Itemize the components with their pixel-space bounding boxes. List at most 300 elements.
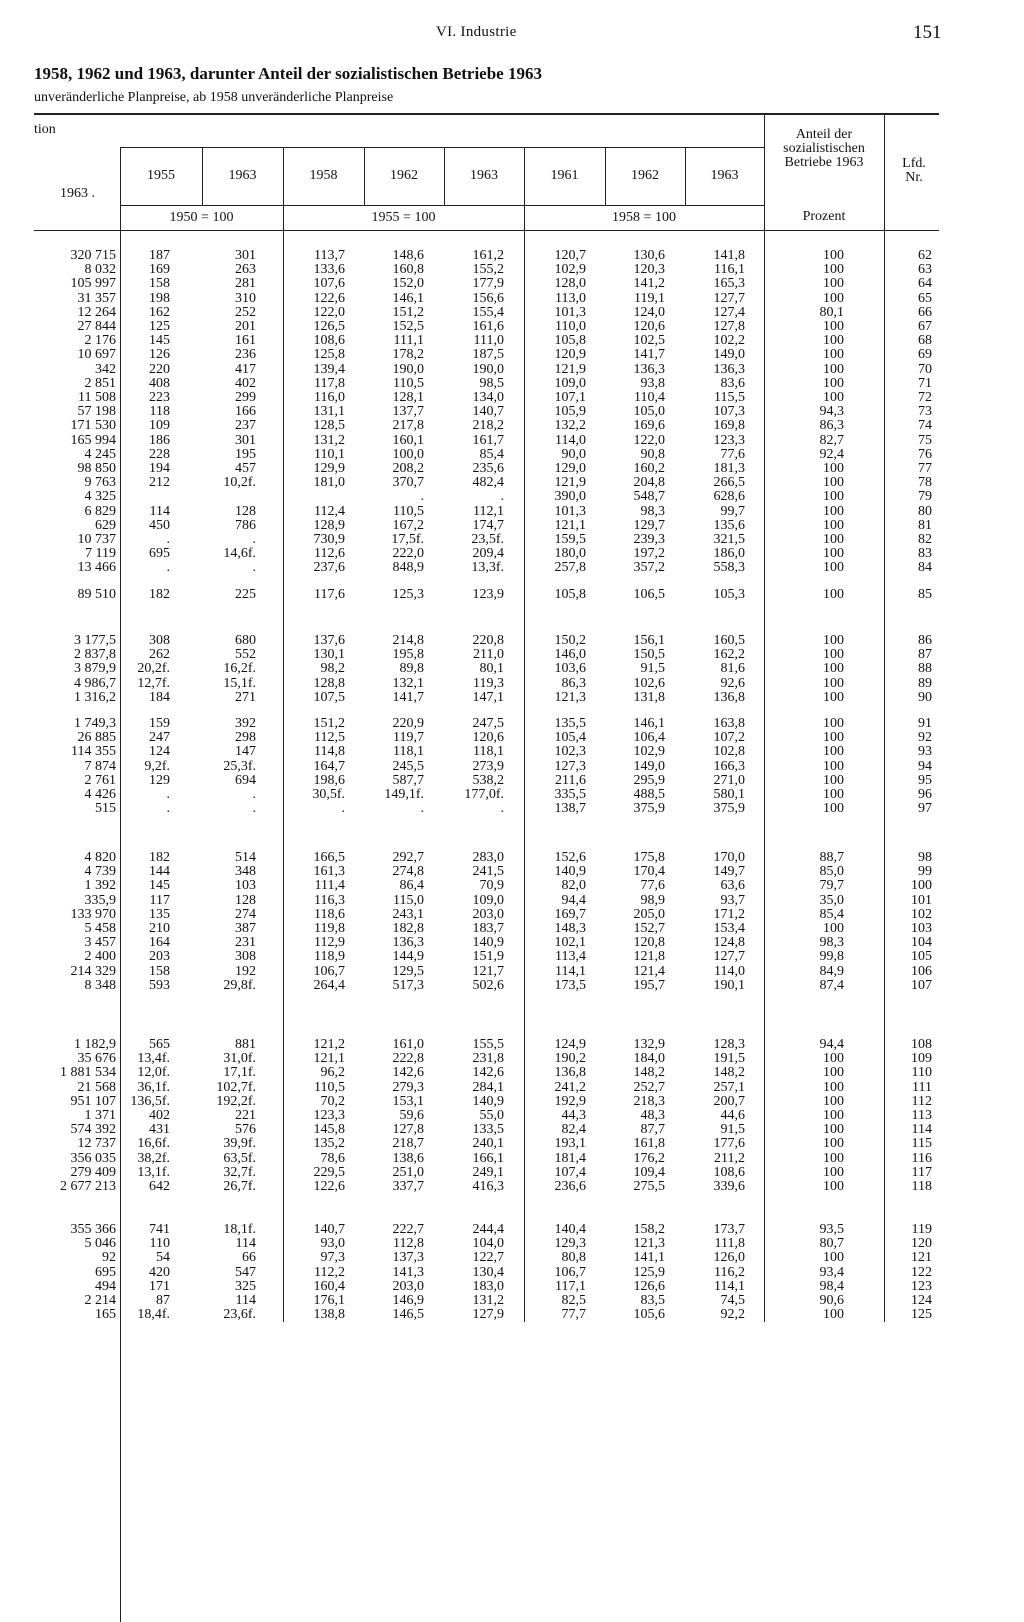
- idx-1962a: 136,3: [392, 935, 424, 951]
- lfd-nr: 105: [911, 949, 932, 965]
- idx-1963a: 786: [235, 517, 256, 533]
- idx-1962b: 141,7: [633, 347, 665, 363]
- idx-1962b: 169,6: [633, 418, 665, 434]
- idx-1963a: 392: [235, 716, 256, 731]
- lfd-nr: 87: [918, 647, 932, 663]
- idx-1958: 138,8: [313, 1307, 345, 1323]
- idx-1961: 190,2: [554, 1051, 586, 1067]
- table-subtitle: unveränderliche Planpreise, ab 1958 unveränderliche Planpreise: [34, 90, 394, 105]
- value-1963: 171 530: [70, 418, 116, 434]
- value-1963: 11 508: [78, 390, 116, 405]
- idx-1961: 82,0: [561, 878, 586, 894]
- idx-1958: 30,5f.: [312, 787, 345, 802]
- idx-1955: 194: [149, 461, 170, 476]
- idx-1962b: 252,7: [633, 1079, 665, 1095]
- idx-1963a: 301: [235, 248, 256, 263]
- idx-1962b: 141,2: [633, 276, 665, 292]
- idx-1961: 124,9: [554, 1037, 586, 1052]
- anteil-prozent: 100: [823, 633, 844, 648]
- anteil-prozent: 100: [823, 647, 844, 663]
- idx-1955: 126: [149, 347, 170, 363]
- idx-1958: 145,8: [313, 1122, 345, 1138]
- anteil-prozent: 100: [823, 772, 844, 788]
- idx-1962b: 48,3: [640, 1108, 665, 1123]
- idx-1958: 106,7: [313, 963, 345, 979]
- anteil-prozent: 100: [823, 517, 844, 533]
- idx-1963c: 135,6: [713, 517, 745, 533]
- idx-1962a: 337,7: [392, 1179, 424, 1194]
- idx-1962b: 131,8: [633, 689, 665, 705]
- idx-1961: 152,6: [554, 850, 586, 865]
- idx-1963c: 177,6: [713, 1136, 745, 1152]
- idx-1963a: 201: [235, 319, 256, 334]
- anteil-prozent: 93,5: [819, 1222, 844, 1237]
- anteil-prozent: 92,4: [819, 446, 844, 462]
- value-1963: 2 837,8: [74, 647, 116, 663]
- idx-1961: 181,4: [554, 1150, 586, 1166]
- idx-1963b: 23,5f.: [471, 532, 504, 547]
- value-1963: 12 264: [77, 304, 116, 320]
- idx-1962b: 218,3: [633, 1093, 665, 1109]
- idx-1963b: 249,1: [472, 1164, 504, 1180]
- idx-1963c: 44,6: [720, 1108, 745, 1123]
- lfd-nr: 69: [918, 347, 932, 363]
- value-1963: 695: [95, 1264, 116, 1280]
- idx-1961: 90,0: [561, 446, 586, 462]
- idx-1962a: 148,6: [392, 248, 424, 263]
- idx-1958: 107,6: [313, 276, 345, 292]
- idx-1961: 129,3: [554, 1236, 586, 1252]
- idx-1963b: 183,0: [472, 1278, 504, 1294]
- idx-1961: 107,4: [554, 1164, 586, 1180]
- idx-1963b: 235,6: [472, 461, 504, 476]
- idx-1955: 129: [149, 772, 170, 788]
- idx-1958: 135,2: [313, 1136, 345, 1152]
- idx-1958: 97,3: [320, 1250, 345, 1266]
- idx-1958: 181,0: [313, 475, 345, 491]
- idx-1955: 212: [149, 475, 170, 491]
- anteil-prozent: 100: [823, 375, 844, 391]
- idx-1963c: 166,3: [713, 758, 745, 774]
- idx-1961: 180,0: [554, 546, 586, 562]
- idx-1962a: 138,6: [392, 1150, 424, 1166]
- idx-1958: 108,6: [313, 333, 345, 349]
- idx-1963c: 105,3: [713, 587, 745, 602]
- idx-1963c: 127,8: [713, 319, 745, 334]
- anteil-prozent: 100: [823, 1079, 844, 1095]
- anteil-prozent: 100: [823, 390, 844, 405]
- idx-1963a: 271: [235, 689, 256, 705]
- header-base-1955: 1955 = 100: [371, 210, 436, 225]
- idx-1958: 160,4: [313, 1278, 345, 1294]
- idx-1963b: 190,0: [472, 361, 504, 377]
- idx-1963a: 128: [235, 892, 256, 908]
- idx-1963b: 482,4: [472, 475, 504, 491]
- idx-1963b: 502,6: [472, 977, 504, 993]
- header-year: 1958: [309, 168, 338, 183]
- value-1963: 9 763: [84, 475, 116, 491]
- lfd-nr: 98: [918, 850, 932, 865]
- idx-1961: 173,5: [554, 977, 586, 993]
- idx-1963b: 140,7: [472, 404, 504, 420]
- value-1963: 1 392: [84, 878, 116, 894]
- idx-1958: 112,6: [314, 546, 345, 562]
- anteil-prozent: 100: [823, 1108, 844, 1123]
- value-1963: 342: [95, 361, 116, 377]
- value-1963: 26 885: [77, 730, 116, 746]
- idx-1963b: 284,1: [472, 1079, 504, 1095]
- idx-1963a: 387: [235, 921, 256, 936]
- idx-1961: 121,3: [554, 689, 586, 705]
- idx-1963c: 266,5: [713, 475, 745, 491]
- idx-1961: 113,4: [555, 949, 586, 965]
- idx-1958: 128,8: [313, 675, 345, 691]
- idx-1962a: 182,8: [392, 921, 424, 936]
- idx-1961: 390,0: [554, 489, 586, 505]
- idx-1961: 121,9: [554, 475, 586, 491]
- idx-1958: 122,6: [313, 290, 345, 306]
- idx-1962b: 295,9: [633, 772, 665, 788]
- idx-1963b: 174,7: [472, 517, 504, 533]
- value-1963: 335,9: [84, 892, 116, 908]
- idx-1955: 159: [149, 716, 170, 731]
- idx-1958: 93,0: [320, 1236, 345, 1252]
- idx-1955: 565: [149, 1037, 170, 1052]
- lfd-nr: 102: [911, 906, 932, 922]
- idx-1962b: 91,5: [640, 661, 665, 677]
- lfd-nr: 75: [918, 432, 932, 448]
- idx-1958: 128,9: [313, 517, 345, 533]
- value-1963: 2 761: [84, 772, 116, 788]
- idx-1963a: 231: [235, 935, 256, 951]
- idx-1961: 82,4: [561, 1122, 586, 1138]
- idx-1958: 110,5: [314, 1079, 345, 1095]
- value-1963: 3 879,9: [74, 661, 116, 677]
- idx-1962a: 119,7: [393, 730, 424, 746]
- idx-1958: 113,7: [314, 248, 345, 263]
- header-year: 1961: [550, 168, 579, 183]
- anteil-prozent: 100: [823, 290, 844, 306]
- idx-1961: 138,7: [554, 801, 586, 817]
- value-1963: 6 829: [84, 503, 116, 519]
- idx-1963c: 191,5: [713, 1051, 745, 1067]
- idx-1963a: 225: [235, 587, 256, 602]
- idx-1962b: 90,8: [640, 446, 665, 462]
- idx-1963b: 123,9: [472, 587, 504, 602]
- lfd-nr: 123: [911, 1278, 932, 1294]
- idx-1962b: 275,5: [633, 1179, 665, 1194]
- idx-1963c: 190,1: [713, 977, 745, 993]
- idx-1963b: 273,9: [472, 758, 504, 774]
- header-lfd-nr: Lfd. Nr.: [902, 156, 926, 185]
- lfd-nr: 80: [918, 503, 932, 519]
- idx-1958: 140,7: [313, 1222, 345, 1237]
- idx-1958: 116,3: [314, 892, 345, 908]
- idx-1962b: 98,9: [640, 892, 665, 908]
- value-1963: 515: [95, 801, 116, 817]
- idx-1955: 118: [149, 404, 170, 420]
- lfd-nr: 78: [918, 475, 932, 491]
- idx-1963c: 127,7: [713, 949, 745, 965]
- idx-1955: 203: [149, 949, 170, 965]
- idx-1962a: 218,7: [392, 1136, 424, 1152]
- idx-1962a: 17,5f.: [391, 532, 424, 547]
- idx-1963a: 281: [235, 276, 256, 292]
- idx-1963b: 104,0: [472, 1236, 504, 1252]
- value-1963: 21 568: [77, 1079, 116, 1095]
- idx-1958: 123,3: [313, 1108, 345, 1123]
- idx-1963c: 136,3: [713, 361, 745, 377]
- idx-1962b: 130,6: [633, 248, 665, 263]
- idx-1958: 119,8: [314, 921, 345, 936]
- value-1963: 1 316,2: [74, 689, 116, 705]
- idx-1963c: 128,3: [713, 1037, 745, 1052]
- idx-1963b: 231,8: [472, 1051, 504, 1067]
- anteil-prozent: 79,7: [819, 878, 844, 894]
- idx-1963a: .: [252, 801, 256, 817]
- idx-1955: 109: [149, 418, 170, 434]
- lfd-nr: 65: [918, 290, 932, 306]
- anteil-prozent: 100: [823, 361, 844, 377]
- header-prozent: Prozent: [802, 209, 846, 224]
- idx-1963a: 417: [235, 361, 256, 377]
- lfd-nr: 94: [918, 758, 932, 774]
- idx-1955: 262: [149, 647, 170, 663]
- value-1963: 10 737: [77, 532, 116, 547]
- anteil-prozent: 98,3: [819, 935, 844, 951]
- anteil-prozent: 100: [823, 1093, 844, 1109]
- idx-1962a: 178,2: [392, 347, 424, 363]
- idx-1955: 450: [149, 517, 170, 533]
- lfd-nr: 97: [918, 801, 932, 817]
- idx-1963a: 103: [235, 878, 256, 894]
- idx-1963c: 92,2: [720, 1307, 745, 1323]
- idx-1955: .: [166, 560, 170, 576]
- idx-1962a: 848,9: [392, 560, 424, 576]
- idx-1958: 131,1: [313, 404, 345, 420]
- value-1963: 89 510: [77, 587, 116, 602]
- idx-1963a: 128: [235, 503, 256, 519]
- idx-1963c: 271,0: [713, 772, 745, 788]
- idx-1958: 164,7: [313, 758, 345, 774]
- idx-1963a: 457: [235, 461, 256, 476]
- value-1963: 1 182,9: [74, 1037, 116, 1052]
- anteil-prozent: 100: [823, 921, 844, 936]
- value-1963: 165: [95, 1307, 116, 1323]
- idx-1963c: 111,8: [714, 1236, 745, 1252]
- idx-1955: 182: [149, 587, 170, 602]
- lfd-nr: 84: [918, 560, 932, 576]
- header-year: 1962: [390, 168, 418, 183]
- idx-1962a: 149,1f.: [384, 787, 424, 802]
- idx-1955: 110: [149, 1236, 170, 1252]
- idx-1961: 127,3: [554, 758, 586, 774]
- idx-1955: 402: [149, 1108, 170, 1123]
- idx-1962b: 357,2: [633, 560, 665, 576]
- anteil-prozent: 84,9: [819, 963, 844, 979]
- header-base-1950: 1950 = 100: [169, 210, 234, 225]
- idx-1963b: 187,5: [472, 347, 504, 363]
- idx-1961: 169,7: [554, 906, 586, 922]
- idx-1963a: 308: [235, 949, 256, 965]
- header-rule-years: [120, 147, 764, 148]
- idx-1962a: 128,1: [392, 390, 424, 405]
- idx-1961: 109,0: [554, 375, 586, 391]
- idx-1963b: 161,7: [472, 432, 504, 448]
- idx-1963a: 25,3f.: [223, 758, 256, 774]
- value-1963: 1 749,3: [74, 716, 116, 731]
- idx-1955: 136,5f.: [130, 1093, 170, 1109]
- idx-1963a: 263: [235, 262, 256, 278]
- lfd-nr: 76: [918, 446, 932, 462]
- value-1963: 4 245: [84, 446, 116, 462]
- idx-1962b: 204,8: [633, 475, 665, 491]
- value-1963: 4 426: [84, 787, 116, 802]
- idx-1963a: 26,7f.: [223, 1179, 256, 1194]
- idx-1961: 121,1: [554, 517, 586, 533]
- idx-1955: 420: [149, 1264, 170, 1280]
- anteil-prozent: 94,4: [819, 1037, 844, 1052]
- idx-1963c: 83,6: [720, 375, 745, 391]
- idx-1962a: 129,5: [392, 963, 424, 979]
- idx-1963c: 114,1: [714, 1278, 745, 1294]
- idx-1958: 198,6: [313, 772, 345, 788]
- idx-1963c: 141,8: [713, 248, 745, 263]
- idx-1962b: 136,3: [633, 361, 665, 377]
- idx-1961: 132,2: [554, 418, 586, 434]
- idx-1961: 105,9: [554, 404, 586, 420]
- idx-1955: 164: [149, 935, 170, 951]
- idx-1963c: 170,0: [713, 850, 745, 865]
- lfd-nr: 77: [918, 461, 932, 476]
- idx-1963a: 252: [235, 304, 256, 320]
- lfd-nr: 119: [911, 1222, 932, 1237]
- idx-1962b: 158,2: [633, 1222, 665, 1237]
- idx-1961: 77,7: [561, 1307, 586, 1323]
- lfd-nr: 74: [918, 418, 932, 434]
- running-head: [0, 24, 1024, 46]
- idx-1962b: 124,0: [633, 304, 665, 320]
- idx-1962b: 105,0: [633, 404, 665, 420]
- idx-1963b: 109,0: [472, 892, 504, 908]
- idx-1958: 129,9: [313, 461, 345, 476]
- idx-1963c: 102,8: [713, 744, 745, 760]
- idx-1955: 210: [149, 921, 170, 936]
- idx-1958: .: [341, 801, 345, 817]
- idx-1961: 103,6: [554, 661, 586, 677]
- idx-1961: 121,9: [554, 361, 586, 377]
- idx-1962b: 548,7: [633, 489, 665, 505]
- idx-1963a: 114: [235, 1236, 256, 1252]
- idx-1962a: 152,0: [392, 276, 424, 292]
- idx-1962a: 222,8: [392, 1051, 424, 1067]
- lfd-nr: 73: [918, 404, 932, 420]
- idx-1963c: 375,9: [713, 801, 745, 817]
- idx-1963c: 107,3: [713, 404, 745, 420]
- idx-1955: 431: [149, 1122, 170, 1138]
- idx-1963a: 402: [235, 375, 256, 391]
- idx-1955: 135: [149, 906, 170, 922]
- idx-1955: 247: [149, 730, 170, 746]
- idx-1961: 44,3: [561, 1108, 586, 1123]
- idx-1961: 236,6: [554, 1179, 586, 1194]
- value-1963: 355 366: [70, 1222, 116, 1237]
- idx-1963a: 547: [235, 1264, 256, 1280]
- anteil-prozent: 100: [823, 489, 844, 505]
- idx-1962a: 161,0: [392, 1037, 424, 1052]
- idx-1955: .: [166, 787, 170, 802]
- idx-1962a: 587,7: [392, 772, 424, 788]
- idx-1962b: 146,1: [633, 716, 665, 731]
- idx-1958: 118,6: [314, 906, 345, 922]
- idx-1963a: 298: [235, 730, 256, 746]
- idx-1962b: 197,2: [633, 546, 665, 562]
- header-left-year: 1963 .: [60, 186, 95, 201]
- idx-1963c: 211,2: [714, 1150, 745, 1166]
- idx-1962b: 239,3: [633, 532, 665, 547]
- idx-1963a: 348: [235, 864, 256, 880]
- idx-1963b: 13,3f.: [471, 560, 504, 576]
- value-1963: 114 355: [71, 744, 116, 760]
- lfd-nr: 108: [911, 1037, 932, 1052]
- idx-1958: 139,4: [313, 361, 345, 377]
- lfd-nr: 116: [911, 1150, 932, 1166]
- idx-1961: 86,3: [561, 675, 586, 691]
- anteil-prozent: 100: [823, 1051, 844, 1067]
- idx-1955: 13,4f.: [137, 1051, 170, 1067]
- idx-1962a: 153,1: [392, 1093, 424, 1109]
- idx-1963b: 55,0: [479, 1108, 504, 1123]
- value-1963: 105 997: [70, 276, 116, 292]
- idx-1962b: 195,7: [633, 977, 665, 993]
- idx-1963a: 881: [235, 1037, 256, 1052]
- anteil-prozent: 100: [823, 1122, 844, 1138]
- idx-1961: 105,8: [554, 333, 586, 349]
- idx-1955: 158: [149, 963, 170, 979]
- lfd-nr: 103: [911, 921, 932, 936]
- idx-1962b: 98,3: [640, 503, 665, 519]
- idx-1955: 20,2f.: [137, 661, 170, 677]
- lfd-nr: 121: [911, 1250, 932, 1266]
- idx-1963c: 165,3: [713, 276, 745, 292]
- idx-1962b: 170,4: [633, 864, 665, 880]
- idx-1963c: 153,4: [713, 921, 745, 936]
- idx-1962a: 86,4: [399, 878, 424, 894]
- idx-1961: 102,3: [554, 744, 586, 760]
- idx-1963a: 310: [235, 290, 256, 306]
- idx-1955: 125: [149, 319, 170, 334]
- idx-1963a: 15,1f.: [223, 675, 256, 691]
- idx-1961: 82,5: [561, 1293, 586, 1308]
- idx-1958: 151,2: [313, 716, 345, 731]
- idx-1963b: 119,3: [473, 675, 504, 691]
- lfd-nr: 62: [918, 248, 932, 263]
- idx-1962b: 121,3: [633, 1236, 665, 1252]
- idx-1962b: 129,7: [633, 517, 665, 533]
- idx-1962b: 175,8: [633, 850, 665, 865]
- idx-1955: 308: [149, 633, 170, 648]
- anteil-prozent: 100: [823, 744, 844, 760]
- idx-1963c: 108,6: [713, 1164, 745, 1180]
- value-1963: 2 851: [84, 375, 116, 391]
- lfd-nr: 64: [918, 276, 932, 292]
- idx-1963c: 257,1: [713, 1079, 745, 1095]
- idx-1963b: 98,5: [479, 375, 504, 391]
- value-1963: 8 348: [84, 977, 116, 993]
- idx-1963c: 186,0: [713, 546, 745, 562]
- idx-1962b: 120,6: [633, 319, 665, 334]
- lfd-nr: 104: [911, 935, 932, 951]
